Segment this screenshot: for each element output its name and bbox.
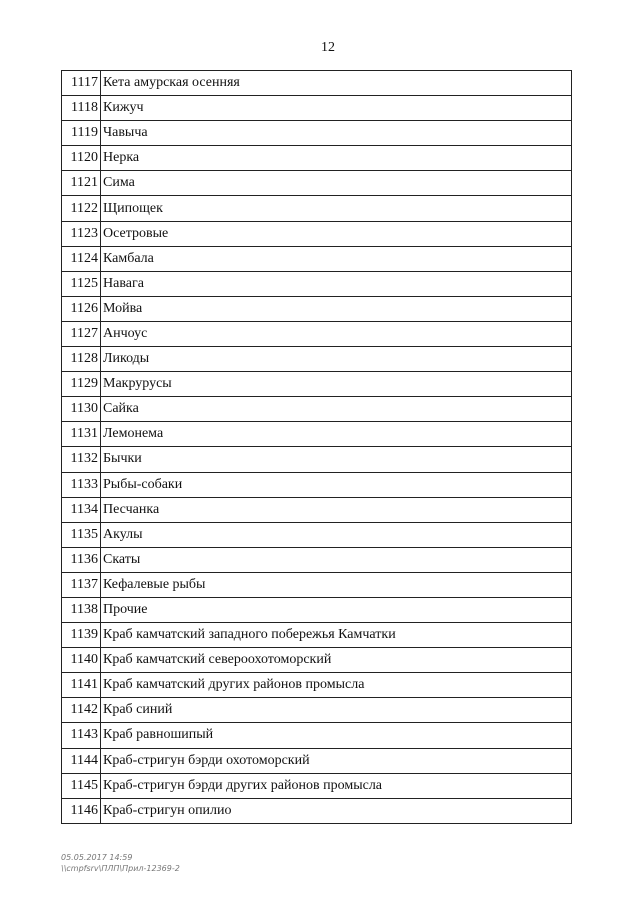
row-code: 1123	[62, 221, 101, 246]
row-species-name: Сайка	[101, 397, 572, 422]
table-row	[62, 723, 572, 748]
row-code: 1126	[62, 296, 101, 321]
row-code: 1122	[62, 196, 101, 221]
row-code: 1144	[62, 748, 101, 773]
row-code: 1135	[62, 522, 101, 547]
row-species-name: Навага	[101, 271, 572, 296]
table-row	[62, 196, 572, 221]
row-species-name: Акулы	[101, 522, 572, 547]
table-row	[62, 246, 572, 271]
row-code: 1131	[62, 422, 101, 447]
table-row	[62, 321, 572, 346]
table-row	[62, 121, 572, 146]
row-code: 1132	[62, 447, 101, 472]
row-species-name: Краб-стригун бэрди других районов промысла	[101, 773, 572, 798]
row-species-name: Чавыча	[101, 121, 572, 146]
table-row	[62, 648, 572, 673]
table-row	[62, 497, 572, 522]
row-species-name: Кижуч	[101, 96, 572, 121]
row-species-name: Краб-стригун опилио	[101, 798, 572, 823]
row-code: 1137	[62, 572, 101, 597]
footer-file-path: \\cmpfsrv\ПЛП\Прил-12369-2	[61, 863, 180, 873]
row-species-name: Макрурусы	[101, 372, 572, 397]
row-code: 1134	[62, 497, 101, 522]
table-row	[62, 221, 572, 246]
row-code: 1117	[62, 71, 101, 96]
row-species-name: Кета амурская осенняя	[101, 71, 572, 96]
row-species-name: Анчоус	[101, 321, 572, 346]
row-code: 1136	[62, 547, 101, 572]
row-species-name: Бычки	[101, 447, 572, 472]
page-number: 12	[321, 40, 335, 55]
row-species-name: Краб синий	[101, 698, 572, 723]
table-row	[62, 673, 572, 698]
table-row	[62, 146, 572, 171]
row-code: 1143	[62, 723, 101, 748]
footer-timestamp: 05.05.2017 14:59	[61, 853, 133, 862]
row-species-name: Скаты	[101, 547, 572, 572]
row-species-name: Лемонема	[101, 422, 572, 447]
row-code: 1142	[62, 698, 101, 723]
table-row	[62, 171, 572, 196]
row-code: 1129	[62, 372, 101, 397]
row-code: 1145	[62, 773, 101, 798]
table-row	[62, 271, 572, 296]
table-row	[62, 422, 572, 447]
row-species-name: Камбала	[101, 246, 572, 271]
row-code: 1120	[62, 146, 101, 171]
row-species-name: Краб-стригун бэрди охотоморский	[101, 748, 572, 773]
table-row	[62, 447, 572, 472]
table-body	[62, 71, 572, 824]
table-row	[62, 522, 572, 547]
table-row	[62, 798, 572, 823]
table-row	[62, 623, 572, 648]
row-species-name: Нерка	[101, 146, 572, 171]
table-row	[62, 773, 572, 798]
row-code: 1138	[62, 597, 101, 622]
table-row	[62, 572, 572, 597]
row-species-name: Ликоды	[101, 347, 572, 372]
row-species-name: Сима	[101, 171, 572, 196]
row-species-name: Песчанка	[101, 497, 572, 522]
row-species-name: Краб камчатский западного побережья Камчатки	[101, 623, 572, 648]
table-row	[62, 96, 572, 121]
row-code: 1121	[62, 171, 101, 196]
row-species-name: Краб камчатский других районов промысла	[101, 673, 572, 698]
table-row	[62, 472, 572, 497]
row-code: 1119	[62, 121, 101, 146]
table-row	[62, 71, 572, 96]
table-row	[62, 698, 572, 723]
row-species-name: Кефалевые рыбы	[101, 572, 572, 597]
species-table	[61, 70, 572, 824]
row-code: 1141	[62, 673, 101, 698]
table-row	[62, 347, 572, 372]
table-row	[62, 547, 572, 572]
row-code: 1125	[62, 271, 101, 296]
footer-stamp	[61, 853, 180, 875]
table-row	[62, 372, 572, 397]
row-code: 1124	[62, 246, 101, 271]
row-code: 1139	[62, 623, 101, 648]
table-row	[62, 597, 572, 622]
table-row	[62, 296, 572, 321]
row-code: 1127	[62, 321, 101, 346]
row-species-name: Осетровые	[101, 221, 572, 246]
row-species-name: Мойва	[101, 296, 572, 321]
row-code: 1140	[62, 648, 101, 673]
row-code: 1128	[62, 347, 101, 372]
row-species-name: Рыбы-собаки	[101, 472, 572, 497]
row-species-name: Краб равношипый	[101, 723, 572, 748]
row-species-name: Краб камчатский североохотоморский	[101, 648, 572, 673]
row-code: 1133	[62, 472, 101, 497]
row-code: 1130	[62, 397, 101, 422]
row-species-name: Щипощек	[101, 196, 572, 221]
table-row	[62, 748, 572, 773]
row-code: 1118	[62, 96, 101, 121]
row-code: 1146	[62, 798, 101, 823]
table-row	[62, 397, 572, 422]
row-species-name: Прочие	[101, 597, 572, 622]
